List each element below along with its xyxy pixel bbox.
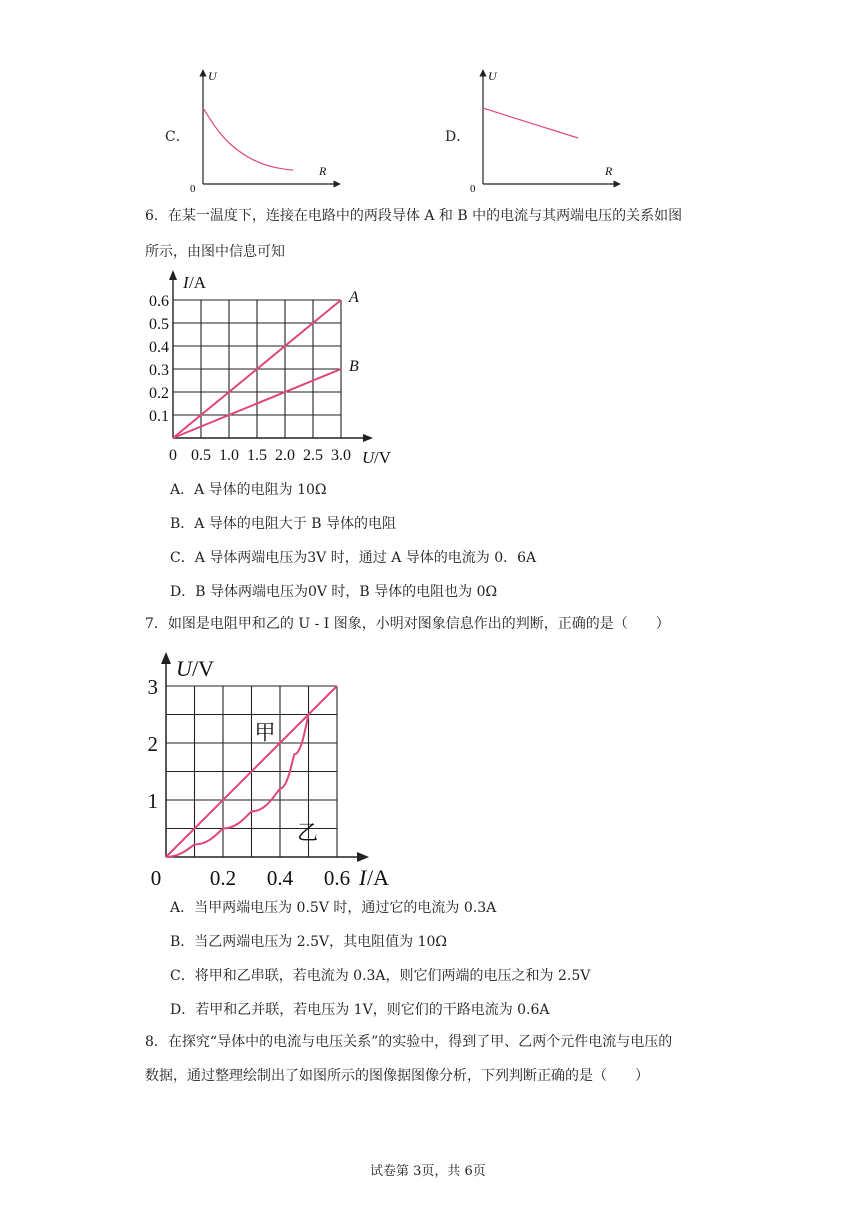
option-d-label: D．	[445, 129, 471, 145]
axis-u-label: U	[488, 69, 497, 83]
x-axis-label-unit: /V	[374, 448, 391, 467]
x-tick-label: 2.0	[275, 447, 295, 464]
y-axis-label-unit: /A	[189, 273, 206, 292]
y-tick-label: 0.5	[149, 316, 169, 333]
chart-c	[188, 62, 348, 194]
q7-option-b: B．当乙两端电压为 2.5V，其电阻值为 10Ω	[170, 934, 447, 950]
origin-label: 0	[190, 183, 196, 194]
q6-option-d: D．B 导体两端电压为0V 时，B 导体的电阻也为 0Ω	[170, 584, 498, 600]
q6-text-line1: 6．在某一温度下，连接在电路中的两段导体 A 和 B 中的电流与其两端电压的关系如图	[145, 208, 683, 224]
y-tick-label: 2	[147, 732, 158, 756]
series-label-jia: 甲	[254, 720, 276, 745]
chart-u-i	[140, 642, 410, 887]
axis-r-label: R	[605, 164, 613, 178]
x-tick-label: 0.6	[323, 866, 351, 887]
origin-label: 0	[470, 183, 476, 194]
q7-option-d: D．若甲和乙并联，若电压为 1V，则它们的干路电流为 0.6A	[170, 1002, 550, 1018]
x-axis-label-var: I	[359, 865, 367, 887]
page-footer: 试卷第 3页，共 6页	[370, 1164, 486, 1179]
q7-text: 7．如图是电阻甲和乙的 U - I 图象，小明对图象信息作出的判断，正确的是（ ）	[145, 616, 670, 632]
y-axis-label-unit: /V	[192, 656, 214, 681]
y-tick-label: 0.6	[149, 293, 169, 310]
x-axis-arrow	[363, 434, 373, 442]
x-tick-label: 0.4	[266, 866, 294, 887]
curve-c	[203, 108, 293, 170]
y-axis-arrow	[161, 652, 171, 664]
x-axis-label-unit: /A	[367, 865, 389, 887]
q7-option-a: A．当甲两端电压为 0.5V 时，通过它的电流为 0.3A	[170, 900, 497, 916]
chart-i-u	[135, 268, 400, 468]
y-axis-label-var: U	[176, 656, 192, 681]
q6-option-b: B．A 导体的电阻大于 B 导体的电阻	[170, 516, 397, 532]
chart-d	[468, 62, 628, 194]
x-axis-arrow	[357, 852, 369, 862]
x-tick-label: 3.0	[331, 447, 351, 464]
x-axis-label-var: U	[362, 448, 375, 467]
x-tick-label: 0.2	[209, 866, 237, 887]
q6-text-line2: 所示，由图中信息可知	[145, 244, 285, 260]
y-tick-label: 0.2	[149, 385, 169, 402]
y-tick-label: 1	[147, 789, 158, 813]
y-axis-arrow	[169, 270, 177, 280]
q8-text-line2: 数据，通过整理绘制出了如图所示的图像据图像分析，下列判断正确的是（ ）	[145, 1068, 649, 1084]
series-label-yi: 乙	[297, 820, 319, 845]
x-tick-label: 0	[169, 447, 177, 464]
y-tick-label: 0.4	[149, 339, 169, 356]
y-tick-label: 0.1	[149, 408, 169, 425]
q8-text-line1: 8．在探究“导体中的电流与电压关系”的实验中，得到了甲、乙两个元件电流与电压的	[145, 1034, 673, 1050]
q6-option-a: A．A 导体的电阻为 10Ω	[170, 482, 327, 498]
axis-u-label: U	[208, 69, 217, 83]
x-tick-label: 1.0	[219, 447, 239, 464]
y-tick-label: 0.3	[149, 362, 169, 379]
axis-r-label: R	[319, 164, 327, 178]
x-tick-label: 1.5	[247, 447, 267, 464]
series-label-a: A	[349, 289, 359, 306]
line-d	[483, 108, 578, 138]
series-label-b: B	[349, 358, 359, 375]
option-c-label: C．	[165, 129, 190, 145]
x-tick-label: 0.5	[191, 447, 211, 464]
q6-option-c: C．A 导体两端电压为3V 时，通过 A 导体的电流为 0．6A	[170, 550, 537, 566]
x-tick-label: 2.5	[303, 447, 323, 464]
y-tick-label: 3	[147, 675, 158, 699]
y-axis-label-var: I	[183, 273, 189, 292]
x-tick-label: 0	[150, 866, 162, 887]
q7-option-c: C．将甲和乙串联，若电流为 0.3A，则它们两端的电压之和为 2.5V	[170, 968, 591, 984]
